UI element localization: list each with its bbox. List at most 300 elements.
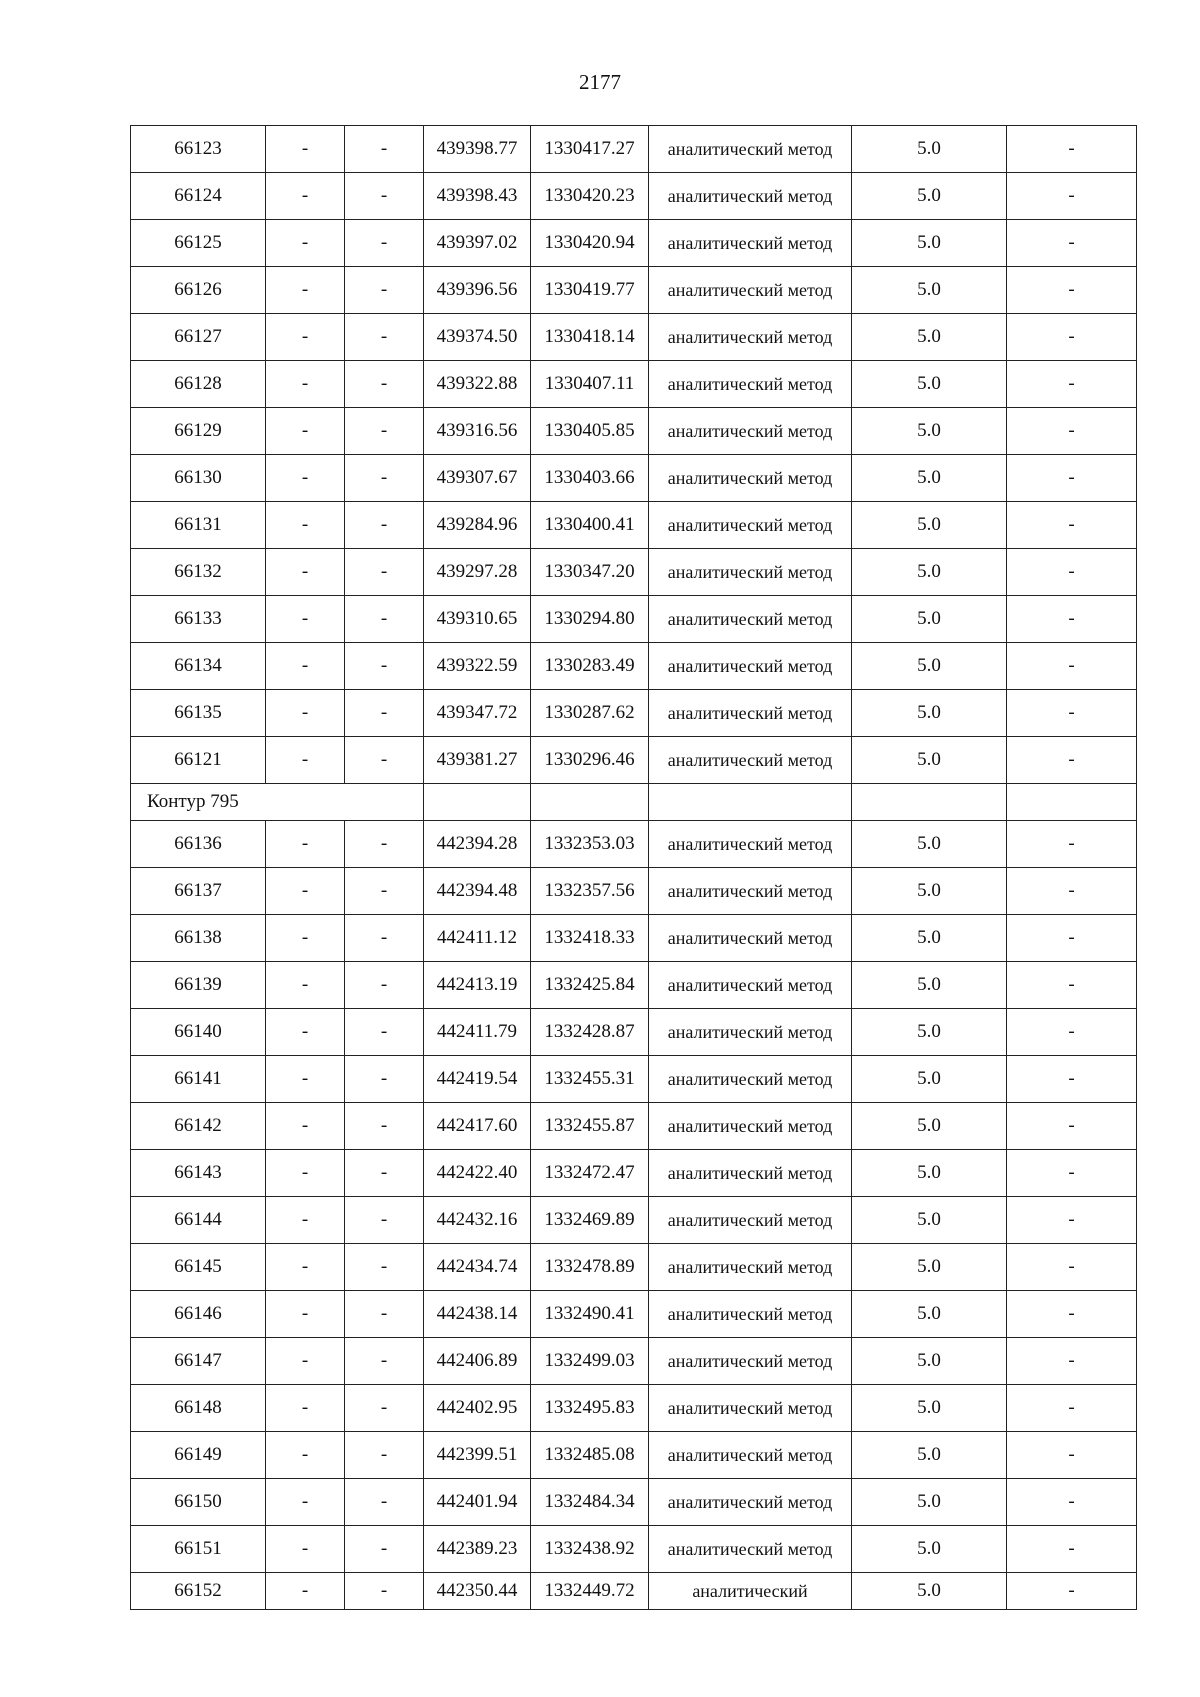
error-cell: 5.0 bbox=[852, 1291, 1007, 1338]
dash-cell: - bbox=[266, 1573, 345, 1610]
table-row bbox=[131, 173, 1137, 220]
method-cell bbox=[649, 126, 852, 173]
dash-cell: - bbox=[345, 361, 424, 408]
table-row bbox=[131, 455, 1137, 502]
dash-cell: - bbox=[266, 126, 345, 173]
error-cell: 5.0 bbox=[852, 126, 1007, 173]
point-id-cell: 66127 bbox=[131, 314, 266, 361]
point-id-cell: 66150 bbox=[131, 1479, 266, 1526]
error-cell: 5.0 bbox=[852, 1150, 1007, 1197]
x-coordinate-cell: 442438.14 bbox=[424, 1291, 531, 1338]
point-id-cell: 66144 bbox=[131, 1197, 266, 1244]
dash-cell: - bbox=[266, 1385, 345, 1432]
y-coordinate-cell: 1330420.94 bbox=[531, 220, 649, 267]
method-text: аналитический метод bbox=[667, 1068, 833, 1089]
dash-cell: - bbox=[345, 737, 424, 784]
dash-cell: - bbox=[345, 1244, 424, 1291]
table-row bbox=[131, 1103, 1137, 1150]
x-coordinate-cell: 439396.56 bbox=[424, 267, 531, 314]
dash-cell: - bbox=[266, 455, 345, 502]
x-coordinate-cell: 439397.02 bbox=[424, 220, 531, 267]
table-row bbox=[131, 126, 1137, 173]
method-text: аналитический метод bbox=[667, 514, 833, 535]
method-cell bbox=[649, 737, 852, 784]
note-cell: - bbox=[1007, 868, 1137, 915]
note-cell: - bbox=[1007, 1432, 1137, 1479]
method-text: аналитический метод bbox=[667, 232, 833, 253]
empty-cell bbox=[649, 784, 852, 821]
point-id-cell: 66131 bbox=[131, 502, 266, 549]
error-cell: 5.0 bbox=[852, 643, 1007, 690]
method-text: аналитический метод bbox=[667, 326, 833, 347]
empty-cell bbox=[424, 784, 531, 821]
table-row bbox=[131, 1526, 1137, 1573]
error-cell: 5.0 bbox=[852, 1056, 1007, 1103]
x-coordinate-cell: 439316.56 bbox=[424, 408, 531, 455]
note-cell: - bbox=[1007, 126, 1137, 173]
x-coordinate-cell: 439322.59 bbox=[424, 643, 531, 690]
y-coordinate-cell: 1332469.89 bbox=[531, 1197, 649, 1244]
error-cell: 5.0 bbox=[852, 455, 1007, 502]
error-cell: 5.0 bbox=[852, 549, 1007, 596]
method-cell bbox=[649, 1056, 852, 1103]
empty-cell bbox=[531, 784, 649, 821]
note-cell: - bbox=[1007, 1103, 1137, 1150]
method-text: аналитический метод bbox=[667, 1350, 833, 1371]
dash-cell: - bbox=[345, 549, 424, 596]
point-id-cell: 66137 bbox=[131, 868, 266, 915]
method-cell bbox=[649, 1479, 852, 1526]
method-text: аналитический bbox=[692, 1580, 808, 1601]
table-row bbox=[131, 502, 1137, 549]
dash-cell: - bbox=[345, 596, 424, 643]
dash-cell: - bbox=[266, 596, 345, 643]
y-coordinate-cell: 1330420.23 bbox=[531, 173, 649, 220]
dash-cell: - bbox=[266, 1009, 345, 1056]
error-cell: 5.0 bbox=[852, 1338, 1007, 1385]
point-id-cell: 66147 bbox=[131, 1338, 266, 1385]
dash-cell: - bbox=[266, 1103, 345, 1150]
method-cell bbox=[649, 1526, 852, 1573]
method-text: аналитический метод bbox=[667, 1538, 833, 1559]
y-coordinate-cell: 1330287.62 bbox=[531, 690, 649, 737]
table-row bbox=[131, 643, 1137, 690]
table-row bbox=[131, 1291, 1137, 1338]
method-text: аналитический метод bbox=[667, 1256, 833, 1277]
table-row bbox=[131, 1150, 1137, 1197]
x-coordinate-cell: 439297.28 bbox=[424, 549, 531, 596]
note-cell: - bbox=[1007, 643, 1137, 690]
table-row bbox=[131, 1244, 1137, 1291]
method-text: аналитический метод bbox=[667, 1397, 833, 1418]
method-text: аналитический метод bbox=[667, 974, 833, 995]
table-row bbox=[131, 1573, 1137, 1610]
note-cell: - bbox=[1007, 1197, 1137, 1244]
x-coordinate-cell: 442394.48 bbox=[424, 868, 531, 915]
method-text: аналитический метод bbox=[667, 1444, 833, 1465]
note-cell: - bbox=[1007, 220, 1137, 267]
note-cell: - bbox=[1007, 1338, 1137, 1385]
method-cell bbox=[649, 821, 852, 868]
dash-cell: - bbox=[266, 1526, 345, 1573]
empty-cell bbox=[852, 784, 1007, 821]
method-cell bbox=[649, 408, 852, 455]
dash-cell: - bbox=[345, 314, 424, 361]
y-coordinate-cell: 1332455.87 bbox=[531, 1103, 649, 1150]
method-cell bbox=[649, 1291, 852, 1338]
x-coordinate-cell: 439310.65 bbox=[424, 596, 531, 643]
dash-cell: - bbox=[345, 1479, 424, 1526]
dash-cell: - bbox=[266, 962, 345, 1009]
method-text: аналитический метод bbox=[667, 1491, 833, 1512]
y-coordinate-cell: 1332357.56 bbox=[531, 868, 649, 915]
dash-cell: - bbox=[266, 643, 345, 690]
note-cell: - bbox=[1007, 361, 1137, 408]
method-text: аналитический метод bbox=[667, 880, 833, 901]
dash-cell: - bbox=[345, 1385, 424, 1432]
dash-cell: - bbox=[266, 361, 345, 408]
method-text: аналитический метод bbox=[667, 1303, 833, 1324]
error-cell: 5.0 bbox=[852, 1197, 1007, 1244]
table-row bbox=[131, 737, 1137, 784]
point-id-cell: 66125 bbox=[131, 220, 266, 267]
dash-cell: - bbox=[345, 455, 424, 502]
table-row bbox=[131, 915, 1137, 962]
point-id-cell: 66149 bbox=[131, 1432, 266, 1479]
dash-cell: - bbox=[266, 1291, 345, 1338]
table-body bbox=[131, 126, 1137, 1610]
point-id-cell: 66148 bbox=[131, 1385, 266, 1432]
dash-cell: - bbox=[266, 821, 345, 868]
error-cell: 5.0 bbox=[852, 1244, 1007, 1291]
dash-cell: - bbox=[266, 1244, 345, 1291]
dash-cell: - bbox=[345, 267, 424, 314]
point-id-cell: 66132 bbox=[131, 549, 266, 596]
dash-cell: - bbox=[266, 408, 345, 455]
method-cell bbox=[649, 962, 852, 1009]
y-coordinate-cell: 1332449.72 bbox=[531, 1573, 649, 1610]
dash-cell: - bbox=[345, 220, 424, 267]
error-cell: 5.0 bbox=[852, 596, 1007, 643]
x-coordinate-cell: 442350.44 bbox=[424, 1573, 531, 1610]
method-text: аналитический метод bbox=[667, 702, 833, 723]
dash-cell: - bbox=[345, 173, 424, 220]
note-cell: - bbox=[1007, 502, 1137, 549]
x-coordinate-cell: 442411.79 bbox=[424, 1009, 531, 1056]
dash-cell: - bbox=[266, 220, 345, 267]
dash-cell: - bbox=[345, 1526, 424, 1573]
y-coordinate-cell: 1332478.89 bbox=[531, 1244, 649, 1291]
note-cell: - bbox=[1007, 1526, 1137, 1573]
note-cell: - bbox=[1007, 455, 1137, 502]
method-text: аналитический метод bbox=[667, 655, 833, 676]
point-id-cell: 66151 bbox=[131, 1526, 266, 1573]
point-id-cell: 66121 bbox=[131, 737, 266, 784]
point-id-cell: 66123 bbox=[131, 126, 266, 173]
error-cell: 5.0 bbox=[852, 1479, 1007, 1526]
dash-cell: - bbox=[345, 868, 424, 915]
error-cell: 5.0 bbox=[852, 1526, 1007, 1573]
method-cell bbox=[649, 1009, 852, 1056]
y-coordinate-cell: 1332485.08 bbox=[531, 1432, 649, 1479]
method-cell bbox=[649, 1573, 852, 1610]
note-cell: - bbox=[1007, 267, 1137, 314]
note-cell: - bbox=[1007, 1385, 1137, 1432]
dash-cell: - bbox=[266, 1338, 345, 1385]
dash-cell: - bbox=[266, 690, 345, 737]
dash-cell: - bbox=[345, 1573, 424, 1610]
y-coordinate-cell: 1332438.92 bbox=[531, 1526, 649, 1573]
dash-cell: - bbox=[266, 868, 345, 915]
method-cell bbox=[649, 1103, 852, 1150]
y-coordinate-cell: 1330294.80 bbox=[531, 596, 649, 643]
x-coordinate-cell: 442411.12 bbox=[424, 915, 531, 962]
method-text: аналитический метод bbox=[667, 1021, 833, 1042]
method-cell bbox=[649, 868, 852, 915]
table-row bbox=[131, 220, 1137, 267]
table-row bbox=[131, 1432, 1137, 1479]
x-coordinate-cell: 442413.19 bbox=[424, 962, 531, 1009]
x-coordinate-cell: 439322.88 bbox=[424, 361, 531, 408]
method-text: аналитический метод bbox=[667, 927, 833, 948]
method-text: аналитический метод bbox=[667, 185, 833, 206]
method-text: аналитический метод bbox=[667, 373, 833, 394]
method-cell bbox=[649, 549, 852, 596]
y-coordinate-cell: 1332428.87 bbox=[531, 1009, 649, 1056]
table-row bbox=[131, 408, 1137, 455]
error-cell: 5.0 bbox=[852, 821, 1007, 868]
method-cell bbox=[649, 220, 852, 267]
x-coordinate-cell: 439307.67 bbox=[424, 455, 531, 502]
point-id-cell: 66141 bbox=[131, 1056, 266, 1103]
dash-cell: - bbox=[266, 1432, 345, 1479]
x-coordinate-cell: 442406.89 bbox=[424, 1338, 531, 1385]
dash-cell: - bbox=[345, 915, 424, 962]
x-coordinate-cell: 439374.50 bbox=[424, 314, 531, 361]
table-row bbox=[131, 690, 1137, 737]
empty-cell bbox=[1007, 784, 1137, 821]
x-coordinate-cell: 439381.27 bbox=[424, 737, 531, 784]
error-cell: 5.0 bbox=[852, 1009, 1007, 1056]
dash-cell: - bbox=[345, 1338, 424, 1385]
y-coordinate-cell: 1330405.85 bbox=[531, 408, 649, 455]
dash-cell: - bbox=[345, 821, 424, 868]
method-text: аналитический метод bbox=[667, 749, 833, 770]
point-id-cell: 66140 bbox=[131, 1009, 266, 1056]
table-row bbox=[131, 1385, 1137, 1432]
dash-cell: - bbox=[266, 737, 345, 784]
note-cell: - bbox=[1007, 1479, 1137, 1526]
point-id-cell: 66152 bbox=[131, 1573, 266, 1610]
point-id-cell: 66145 bbox=[131, 1244, 266, 1291]
y-coordinate-cell: 1330296.46 bbox=[531, 737, 649, 784]
y-coordinate-cell: 1332495.83 bbox=[531, 1385, 649, 1432]
y-coordinate-cell: 1332499.03 bbox=[531, 1338, 649, 1385]
error-cell: 5.0 bbox=[852, 267, 1007, 314]
method-cell bbox=[649, 1197, 852, 1244]
method-cell bbox=[649, 643, 852, 690]
x-coordinate-cell: 439284.96 bbox=[424, 502, 531, 549]
method-text: аналитический метод bbox=[667, 467, 833, 488]
y-coordinate-cell: 1332455.31 bbox=[531, 1056, 649, 1103]
x-coordinate-cell: 442422.40 bbox=[424, 1150, 531, 1197]
dash-cell: - bbox=[266, 314, 345, 361]
method-cell bbox=[649, 596, 852, 643]
table-row bbox=[131, 1197, 1137, 1244]
x-coordinate-cell: 442394.28 bbox=[424, 821, 531, 868]
dash-cell: - bbox=[266, 915, 345, 962]
note-cell: - bbox=[1007, 1056, 1137, 1103]
table-row bbox=[131, 596, 1137, 643]
note-cell: - bbox=[1007, 962, 1137, 1009]
error-cell: 5.0 bbox=[852, 737, 1007, 784]
dash-cell: - bbox=[266, 267, 345, 314]
y-coordinate-cell: 1330417.27 bbox=[531, 126, 649, 173]
x-coordinate-cell: 439347.72 bbox=[424, 690, 531, 737]
method-text: аналитический метод bbox=[667, 1115, 833, 1136]
dash-cell: - bbox=[345, 1009, 424, 1056]
point-id-cell: 66126 bbox=[131, 267, 266, 314]
note-cell: - bbox=[1007, 408, 1137, 455]
x-coordinate-cell: 442434.74 bbox=[424, 1244, 531, 1291]
method-cell bbox=[649, 267, 852, 314]
y-coordinate-cell: 1330419.77 bbox=[531, 267, 649, 314]
contour-header-row bbox=[131, 784, 1137, 821]
error-cell: 5.0 bbox=[852, 1103, 1007, 1150]
dash-cell: - bbox=[345, 502, 424, 549]
dash-cell: - bbox=[345, 408, 424, 455]
table-row bbox=[131, 1479, 1137, 1526]
point-id-cell: 66133 bbox=[131, 596, 266, 643]
method-cell bbox=[649, 1244, 852, 1291]
y-coordinate-cell: 1332484.34 bbox=[531, 1479, 649, 1526]
dash-cell: - bbox=[345, 962, 424, 1009]
table-row bbox=[131, 821, 1137, 868]
error-cell: 5.0 bbox=[852, 915, 1007, 962]
dash-cell: - bbox=[345, 1197, 424, 1244]
point-id-cell: 66139 bbox=[131, 962, 266, 1009]
point-id-cell: 66124 bbox=[131, 173, 266, 220]
table-row bbox=[131, 549, 1137, 596]
x-coordinate-cell: 442401.94 bbox=[424, 1479, 531, 1526]
dash-cell: - bbox=[266, 1150, 345, 1197]
note-cell: - bbox=[1007, 1150, 1137, 1197]
dash-cell: - bbox=[266, 1479, 345, 1526]
coordinates-table bbox=[130, 125, 1137, 1610]
method-cell bbox=[649, 361, 852, 408]
dash-cell: - bbox=[266, 502, 345, 549]
note-cell: - bbox=[1007, 596, 1137, 643]
method-cell bbox=[649, 1432, 852, 1479]
x-coordinate-cell: 439398.43 bbox=[424, 173, 531, 220]
table-row bbox=[131, 1009, 1137, 1056]
method-cell bbox=[649, 1385, 852, 1432]
x-coordinate-cell: 442402.95 bbox=[424, 1385, 531, 1432]
method-cell bbox=[649, 314, 852, 361]
method-cell bbox=[649, 1338, 852, 1385]
method-text: аналитический метод bbox=[667, 138, 833, 159]
y-coordinate-cell: 1332490.41 bbox=[531, 1291, 649, 1338]
method-cell bbox=[649, 690, 852, 737]
x-coordinate-cell: 442417.60 bbox=[424, 1103, 531, 1150]
error-cell: 5.0 bbox=[852, 361, 1007, 408]
method-cell bbox=[649, 1150, 852, 1197]
point-id-cell: 66138 bbox=[131, 915, 266, 962]
note-cell: - bbox=[1007, 314, 1137, 361]
note-cell: - bbox=[1007, 1573, 1137, 1610]
x-coordinate-cell: 442419.54 bbox=[424, 1056, 531, 1103]
page-number: 2177 bbox=[579, 70, 621, 94]
point-id-cell: 66143 bbox=[131, 1150, 266, 1197]
error-cell: 5.0 bbox=[852, 408, 1007, 455]
error-cell: 5.0 bbox=[852, 173, 1007, 220]
point-id-cell: 66142 bbox=[131, 1103, 266, 1150]
method-text: аналитический метод bbox=[667, 833, 833, 854]
error-cell: 5.0 bbox=[852, 314, 1007, 361]
y-coordinate-cell: 1332425.84 bbox=[531, 962, 649, 1009]
y-coordinate-cell: 1330418.14 bbox=[531, 314, 649, 361]
error-cell: 5.0 bbox=[852, 1573, 1007, 1610]
y-coordinate-cell: 1330283.49 bbox=[531, 643, 649, 690]
y-coordinate-cell: 1330407.11 bbox=[531, 361, 649, 408]
method-cell bbox=[649, 502, 852, 549]
note-cell: - bbox=[1007, 1291, 1137, 1338]
method-text: аналитический метод bbox=[667, 420, 833, 441]
method-cell bbox=[649, 173, 852, 220]
table-row bbox=[131, 868, 1137, 915]
table-row bbox=[131, 962, 1137, 1009]
dash-cell: - bbox=[266, 1197, 345, 1244]
y-coordinate-cell: 1332418.33 bbox=[531, 915, 649, 962]
note-cell: - bbox=[1007, 549, 1137, 596]
table-row bbox=[131, 314, 1137, 361]
x-coordinate-cell: 442399.51 bbox=[424, 1432, 531, 1479]
method-cell bbox=[649, 455, 852, 502]
error-cell: 5.0 bbox=[852, 220, 1007, 267]
dash-cell: - bbox=[345, 126, 424, 173]
error-cell: 5.0 bbox=[852, 1432, 1007, 1479]
table-row bbox=[131, 361, 1137, 408]
x-coordinate-cell: 442389.23 bbox=[424, 1526, 531, 1573]
dash-cell: - bbox=[345, 1056, 424, 1103]
method-text: аналитический метод bbox=[667, 1162, 833, 1183]
y-coordinate-cell: 1330403.66 bbox=[531, 455, 649, 502]
point-id-cell: 66128 bbox=[131, 361, 266, 408]
x-coordinate-cell: 439398.77 bbox=[424, 126, 531, 173]
error-cell: 5.0 bbox=[852, 962, 1007, 1009]
dash-cell: - bbox=[345, 1432, 424, 1479]
method-text: аналитический метод bbox=[667, 1209, 833, 1230]
method-text: аналитический метод bbox=[667, 561, 833, 582]
note-cell: - bbox=[1007, 821, 1137, 868]
dash-cell: - bbox=[345, 1150, 424, 1197]
y-coordinate-cell: 1330347.20 bbox=[531, 549, 649, 596]
point-id-cell: 66146 bbox=[131, 1291, 266, 1338]
point-id-cell: 66136 bbox=[131, 821, 266, 868]
error-cell: 5.0 bbox=[852, 868, 1007, 915]
point-id-cell: 66135 bbox=[131, 690, 266, 737]
table-row bbox=[131, 267, 1137, 314]
note-cell: - bbox=[1007, 1009, 1137, 1056]
note-cell: - bbox=[1007, 737, 1137, 784]
y-coordinate-cell: 1332472.47 bbox=[531, 1150, 649, 1197]
point-id-cell: 66130 bbox=[131, 455, 266, 502]
dash-cell: - bbox=[345, 1291, 424, 1338]
error-cell: 5.0 bbox=[852, 1385, 1007, 1432]
table-row bbox=[131, 1056, 1137, 1103]
dash-cell: - bbox=[345, 690, 424, 737]
point-id-cell: 66134 bbox=[131, 643, 266, 690]
